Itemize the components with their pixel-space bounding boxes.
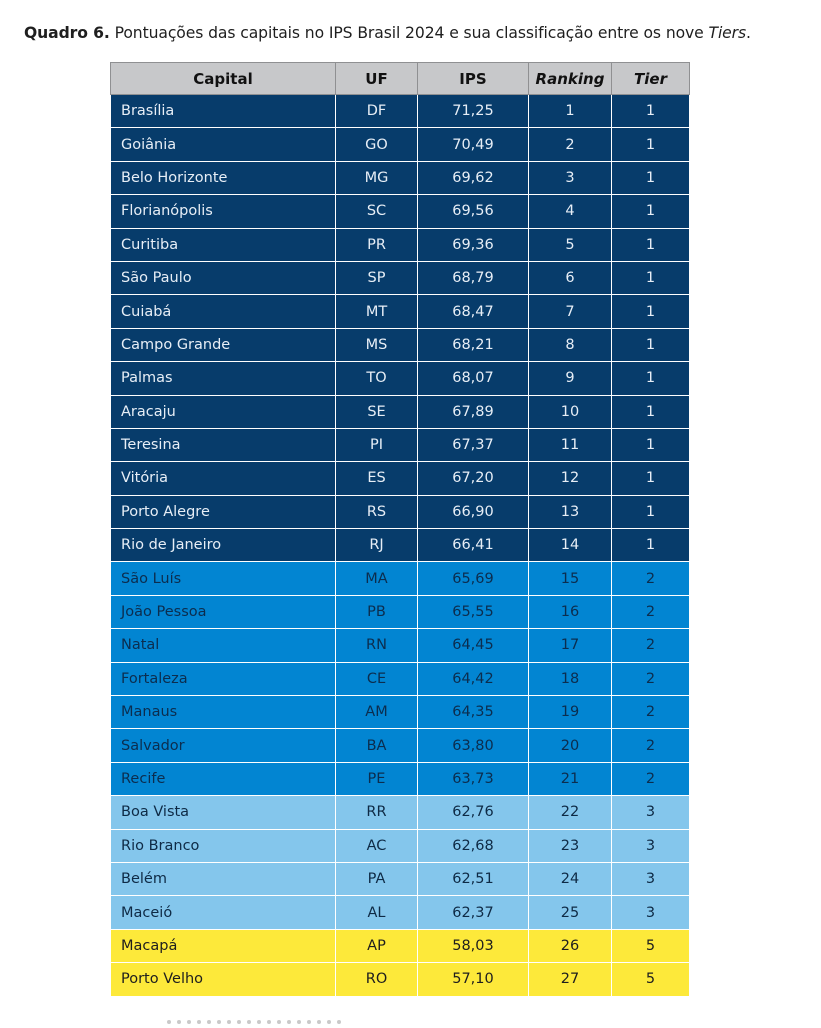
cell-ips: 58,03 [418,929,529,962]
cell-ranking: 20 [529,729,612,762]
cell-ips: 64,35 [418,696,529,729]
page-dot [257,1020,261,1024]
cell-ips: 68,07 [418,362,529,395]
cell-ranking: 10 [529,395,612,428]
caption-text: Pontuações das capitais no IPS Brasil 2024 e sua classificação entre os nove [109,24,709,42]
cell-ranking: 9 [529,362,612,395]
cell-capital: Fortaleza [111,662,336,695]
cell-uf: AL [336,896,418,929]
cell-ips: 63,80 [418,729,529,762]
header-uf: UF [336,63,418,95]
page-indicator-dots [167,1009,347,1015]
cell-tier: 1 [612,128,690,161]
cell-capital: Rio de Janeiro [111,529,336,562]
cell-tier: 2 [612,729,690,762]
cell-uf: PE [336,762,418,795]
cell-uf: RR [336,796,418,829]
table-row [111,963,690,996]
cell-tier: 2 [612,762,690,795]
cell-uf: AM [336,696,418,729]
cell-ranking: 26 [529,929,612,962]
cell-ranking: 3 [529,161,612,194]
table-caption [24,24,804,42]
cell-tier: 1 [612,161,690,194]
cell-uf: PI [336,428,418,461]
header-capital: Capital [111,63,336,95]
cell-uf: AC [336,829,418,862]
cell-uf: SP [336,261,418,294]
table-row [111,95,690,128]
cell-ips: 69,56 [418,195,529,228]
cell-capital: Recife [111,762,336,795]
cell-ips: 67,20 [418,462,529,495]
table-row [111,662,690,695]
cell-capital: Florianópolis [111,195,336,228]
cell-uf: SC [336,195,418,228]
cell-tier: 3 [612,862,690,895]
page-dot [187,1020,191,1024]
cell-uf: RS [336,495,418,528]
cell-tier: 1 [612,428,690,461]
cell-uf: MT [336,295,418,328]
table-row [111,896,690,929]
cell-ranking: 8 [529,328,612,361]
table-row [111,161,690,194]
cell-uf: GO [336,128,418,161]
page-dot [177,1020,181,1024]
page-dot [207,1020,211,1024]
cell-tier: 1 [612,495,690,528]
page-dot [247,1020,251,1024]
cell-ips: 63,73 [418,762,529,795]
cell-uf: RN [336,629,418,662]
cell-ranking: 25 [529,896,612,929]
cell-ranking: 27 [529,963,612,996]
table-row [111,762,690,795]
cell-tier: 1 [612,395,690,428]
cell-tier: 1 [612,529,690,562]
caption-label: Quadro 6. [24,24,110,42]
cell-tier: 2 [612,595,690,628]
cell-capital: Curitiba [111,228,336,261]
table-body [111,95,690,997]
page-dot [337,1020,341,1024]
cell-ranking: 18 [529,662,612,695]
cell-ips: 67,89 [418,395,529,428]
cell-capital: Belém [111,862,336,895]
cell-uf: MG [336,161,418,194]
cell-tier: 1 [612,195,690,228]
cell-ips: 57,10 [418,963,529,996]
table-row [111,428,690,461]
cell-ranking: 13 [529,495,612,528]
table-row [111,529,690,562]
cell-capital: Salvador [111,729,336,762]
cell-uf: MS [336,328,418,361]
cell-ranking: 1 [529,95,612,128]
cell-uf: TO [336,362,418,395]
cell-capital: São Paulo [111,261,336,294]
cell-uf: SE [336,395,418,428]
cell-capital: Goiânia [111,128,336,161]
cell-ranking: 23 [529,829,612,862]
cell-tier: 1 [612,95,690,128]
cell-capital: Rio Branco [111,829,336,862]
table-header-row [111,63,690,95]
table-row [111,929,690,962]
cell-capital: Teresina [111,428,336,461]
page-dot [277,1020,281,1024]
cell-tier: 1 [612,462,690,495]
cell-tier: 2 [612,662,690,695]
cell-tier: 1 [612,362,690,395]
cell-capital: Porto Alegre [111,495,336,528]
cell-ips: 67,37 [418,428,529,461]
cell-capital: Boa Vista [111,796,336,829]
cell-uf: AP [336,929,418,962]
cell-tier: 1 [612,261,690,294]
cell-tier: 1 [612,295,690,328]
table-row [111,362,690,395]
table-row [111,128,690,161]
cell-capital: João Pessoa [111,595,336,628]
page-dot [217,1020,221,1024]
table-row [111,629,690,662]
table-row [111,261,690,294]
cell-ranking: 22 [529,796,612,829]
cell-uf: ES [336,462,418,495]
cell-capital: Palmas [111,362,336,395]
table-row [111,796,690,829]
table-row [111,195,690,228]
cell-tier: 5 [612,929,690,962]
cell-ips: 64,45 [418,629,529,662]
table-row [111,696,690,729]
cell-tier: 2 [612,562,690,595]
cell-capital: Vitória [111,462,336,495]
page-dot [287,1020,291,1024]
cell-tier: 3 [612,896,690,929]
cell-ips: 68,47 [418,295,529,328]
cell-ranking: 11 [529,428,612,461]
cell-capital: Brasília [111,95,336,128]
page-dot [317,1020,321,1024]
table-row [111,562,690,595]
cell-ranking: 24 [529,862,612,895]
cell-capital: Campo Grande [111,328,336,361]
cell-ips: 62,68 [418,829,529,862]
cell-tier: 5 [612,963,690,996]
cell-ips: 62,37 [418,896,529,929]
page-dot [167,1020,171,1024]
cell-tier: 3 [612,829,690,862]
cell-uf: CE [336,662,418,695]
cell-uf: DF [336,95,418,128]
cell-uf: RJ [336,529,418,562]
cell-capital: Belo Horizonte [111,161,336,194]
table-row [111,395,690,428]
page-dot [297,1020,301,1024]
cell-ranking: 17 [529,629,612,662]
cell-uf: PB [336,595,418,628]
table-row [111,495,690,528]
header-ips: IPS [418,63,529,95]
cell-capital: Aracaju [111,395,336,428]
cell-ips: 70,49 [418,128,529,161]
cell-capital: São Luís [111,562,336,595]
cell-capital: Cuiabá [111,295,336,328]
page-dot [267,1020,271,1024]
table-row [111,829,690,862]
cell-ips: 71,25 [418,95,529,128]
cell-capital: Porto Velho [111,963,336,996]
cell-ips: 69,36 [418,228,529,261]
cell-ranking: 14 [529,529,612,562]
cell-ranking: 6 [529,261,612,294]
caption-italic: Tiers [708,24,747,42]
cell-ips: 65,69 [418,562,529,595]
table-row [111,862,690,895]
cell-ranking: 2 [529,128,612,161]
cell-ranking: 7 [529,295,612,328]
cell-capital: Natal [111,629,336,662]
header-ranking: Ranking [529,63,612,95]
cell-uf: MA [336,562,418,595]
table-row [111,595,690,628]
page-dot [227,1020,231,1024]
cell-uf: PR [336,228,418,261]
cell-ranking: 21 [529,762,612,795]
table-row [111,228,690,261]
cell-tier: 1 [612,228,690,261]
cell-uf: RO [336,963,418,996]
cell-ips: 62,76 [418,796,529,829]
page-dot [327,1020,331,1024]
cell-ips: 66,41 [418,529,529,562]
cell-ranking: 15 [529,562,612,595]
table-row [111,295,690,328]
cell-capital: Manaus [111,696,336,729]
cell-uf: PA [336,862,418,895]
cell-ips: 66,90 [418,495,529,528]
cell-ranking: 4 [529,195,612,228]
cell-ips: 68,21 [418,328,529,361]
cell-tier: 1 [612,328,690,361]
cell-ranking: 19 [529,696,612,729]
cell-ips: 65,55 [418,595,529,628]
cell-ranking: 5 [529,228,612,261]
cell-ranking: 16 [529,595,612,628]
cell-tier: 2 [612,696,690,729]
caption-end: . [746,24,751,42]
cell-capital: Macapá [111,929,336,962]
page-dot [237,1020,241,1024]
cell-tier: 2 [612,629,690,662]
cell-ips: 69,62 [418,161,529,194]
cell-ips: 62,51 [418,862,529,895]
page-dot [307,1020,311,1024]
table-row [111,729,690,762]
cell-tier: 3 [612,796,690,829]
cell-ips: 68,79 [418,261,529,294]
ips-capitals-table [110,62,690,997]
cell-ips: 64,42 [418,662,529,695]
header-tier: Tier [612,63,690,95]
table-row [111,462,690,495]
table-row [111,328,690,361]
cell-capital: Maceió [111,896,336,929]
cell-uf: BA [336,729,418,762]
cell-ranking: 12 [529,462,612,495]
page-dot [197,1020,201,1024]
